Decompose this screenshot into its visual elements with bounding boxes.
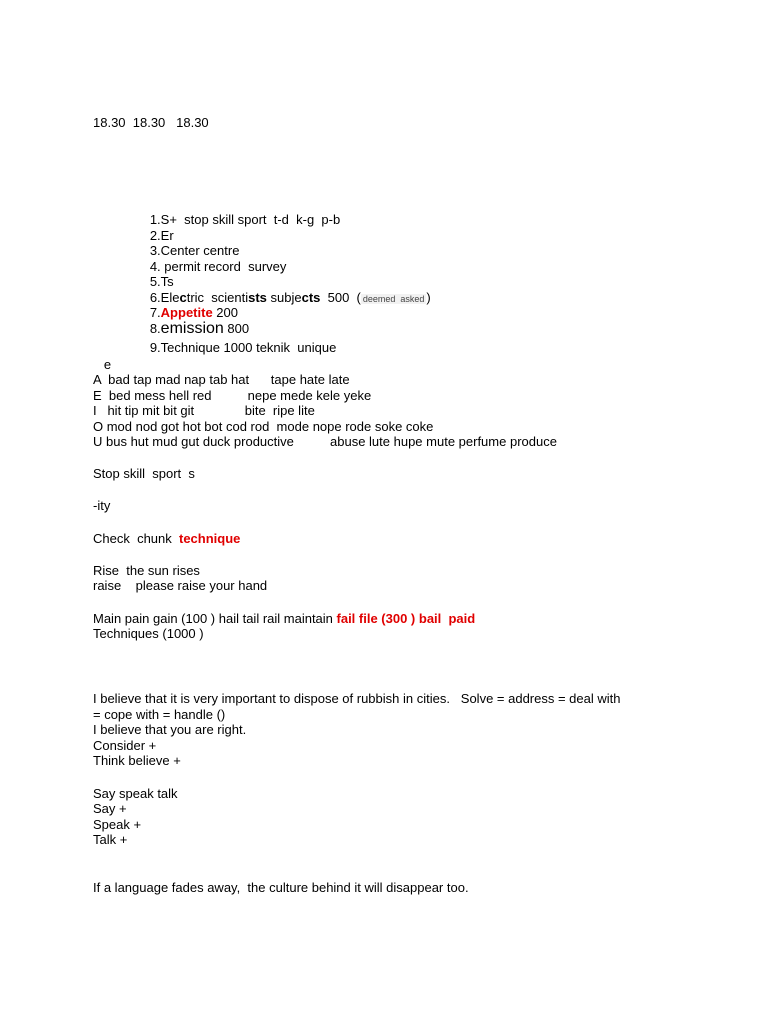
times-line: 18.30 18.30 18.30 xyxy=(93,115,209,130)
list-item: 9.Technique 1000 teknik unique xyxy=(149,340,337,355)
list-item: 1.S+ stop skill sport t-d k-g p-b xyxy=(149,212,341,227)
list-item: 8.emission 800 xyxy=(149,320,253,337)
stop-skill-line: Stop skill sport s xyxy=(93,466,203,481)
list-item: 4. permit record survey xyxy=(149,258,287,274)
vowel-heading: e xyxy=(93,357,115,372)
speak-line: Speak + xyxy=(93,817,145,832)
inline-note: deemed asked xyxy=(362,293,425,304)
paragraph-line-1: I believe that it is very important to dispose of rubbish in cities. Solve = address = deal with xyxy=(93,691,621,706)
consider-line: Consider + xyxy=(93,738,160,753)
vowel-line-i: I hit tip mit bit git bite ripe lite xyxy=(93,403,315,418)
think-line: Think believe + xyxy=(93,753,185,768)
final-line: If a language fades away, the culture behind it will disappear too. xyxy=(93,880,469,895)
main-pain-line: Main pain gain (100 ) hail tail rail maintain fail file (300 ) bail paid xyxy=(93,611,476,626)
rise-line: Rise the sun rises xyxy=(93,563,200,578)
list-item: 6.Electric scientists subjects 500 ( deemed asked ) xyxy=(149,289,431,305)
check-line: Check chunk technique xyxy=(93,531,241,546)
list-item: 2.Er xyxy=(149,227,185,243)
paragraph-line-2: = cope with = handle () xyxy=(93,707,226,722)
vowel-line-u: U bus hut mud gut duck productive abuse lute hupe mute perfume produce xyxy=(93,434,557,449)
paragraph-line-3: I believe that you are right. xyxy=(93,722,247,737)
list-item: 5.Ts xyxy=(149,274,181,289)
vowel-line-a: A bad tap mad nap tab hat tape hate late xyxy=(93,372,350,387)
say-line: Say + xyxy=(93,801,134,816)
vowel-line-o: O mod nod got hot bot cod rod mode nope rode soke coke xyxy=(93,418,434,434)
list-item: 3.Center centre xyxy=(149,243,240,258)
raise-line: raise please raise your hand xyxy=(93,578,268,593)
ity-line: -ity xyxy=(93,498,125,513)
vowel-line-e: E bed mess hell red nepe mede kele yeke xyxy=(93,387,372,403)
talk-line: Talk + xyxy=(93,832,131,847)
techniques-line: Techniques (1000 ) xyxy=(93,626,204,641)
say-header: Say speak talk xyxy=(93,786,178,801)
list-item: 7.Appetite 200 xyxy=(149,305,242,320)
